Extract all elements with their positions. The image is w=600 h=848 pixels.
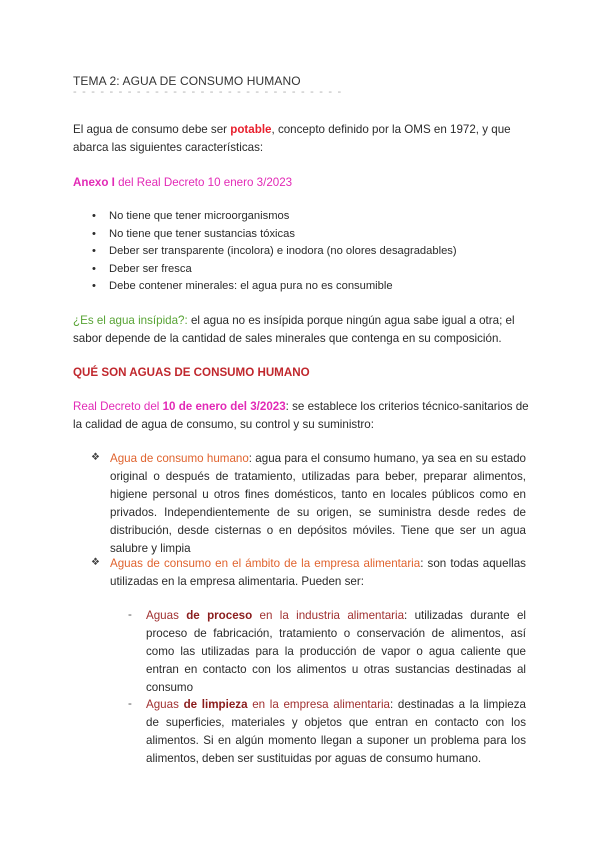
sub1-mid: en la industria alimentaria [252, 609, 405, 622]
item2-term: Aguas de consumo en el ámbito de la empresa alimentaria [110, 557, 421, 570]
intro-text-after: , concepto definido por la OMS en 1972, y que abarca las siguientes características: [73, 123, 511, 154]
list-item: • Deber ser transparente (incolora) e inodora (no olores desagradables) [92, 243, 532, 261]
sub-item-proceso [146, 607, 526, 697]
characteristics-list [92, 208, 532, 296]
sub2-mid: en la empresa alimentaria [247, 698, 390, 711]
annex-bold: Anexo I [73, 176, 115, 189]
decree-post: : se establece los criterios técnico-sanitarios de la calidad de agua de consumo, su control y su suministro: [73, 400, 529, 431]
item-agua-consumo [110, 450, 526, 558]
diamond-bullet-icon: ❖ [91, 557, 100, 568]
title-underline: - - - - - - - - - - - - - - - - - - - - - - - - - - - - - - [73, 86, 343, 98]
annex-reference [73, 174, 535, 192]
annex-rest: del Real Decreto 10 enero 3/2023 [114, 176, 293, 189]
page-title: TEMA 2: AGUA DE CONSUMO HUMANO [73, 74, 301, 88]
sub2-bold: de limpieza [183, 698, 248, 711]
list-item: • No tiene que tener sustancias tóxicas [92, 226, 532, 244]
diamond-bullet-icon: ❖ [91, 452, 100, 463]
insipida-answer: el agua no es insípida porque ningún agua sabe igual a otra; el sabor depende de la cantidad de sales minerales que contenga en su composición. [73, 314, 515, 345]
section-heading: QUÉ SON AGUAS DE CONSUMO HUMANO [73, 366, 310, 379]
sub1-text: : utilizadas durante el proceso de fabricación, tratamiento o conservación de alimentos, así como las utilizadas para la producción de vapor o agua caliente que entran en contacto con los alimentos u otras sustancias destinadas al consumo [146, 609, 526, 694]
item1-term: Agua de consumo humano [110, 452, 249, 465]
decree-pre: Real Decreto del [73, 400, 163, 413]
potable-highlight: potable [230, 123, 272, 136]
list-item: • Deber ser fresca [92, 261, 532, 279]
list-item: • No tiene que tener microorganismos [92, 208, 532, 226]
dash-bullet-icon: - [128, 608, 132, 621]
insipida-question: ¿Es el agua insípida?: [73, 314, 188, 327]
item1-text: : agua para el consumo humano, ya sea en su estado original o después de tratamiento, utilizadas para beber, preparar alimentos, higiene personal u otros fines domésticos, tanto en locales públicos como en privados. Independientemente de su origen, se suministra desde redes de distribución, desde cisternas o en depósitos móviles. Tiene que ser un agua salubre y limpia [110, 452, 526, 555]
item2-text: : son todas aquellas utilizadas en la empresa alimentaria. Pueden ser: [110, 557, 526, 588]
decree-paragraph [73, 398, 535, 434]
bullet-icon: • [92, 262, 96, 275]
dash-bullet-icon: - [128, 697, 132, 710]
intro-text-before: El agua de consumo debe ser [73, 123, 231, 136]
insipida-paragraph [73, 312, 535, 348]
item-aguas-empresa [110, 555, 526, 591]
sub1-bold: de proceso [186, 609, 253, 622]
sub2-pre: Aguas [146, 698, 184, 711]
sub1-pre: Aguas [146, 609, 187, 622]
bullet-icon: • [92, 210, 96, 222]
list-item: • Debe contener minerales: el agua pura no es consumible [92, 278, 532, 296]
decree-date: 10 de enero del 3/2023 [162, 400, 286, 413]
bullet-icon: • [92, 227, 96, 240]
sub2-text: : destinadas a la limpieza de superficies, materiales y objetos que entran en contacto con los alimentos. Si en algún momento llegan a suponer un problema para los alimentos, deben ser sustituidas por aguas de consumo humano. [146, 698, 526, 765]
sub-item-limpieza [146, 696, 526, 768]
bullet-icon: • [92, 245, 96, 258]
bullet-icon: • [92, 280, 96, 293]
intro-paragraph [73, 121, 535, 157]
